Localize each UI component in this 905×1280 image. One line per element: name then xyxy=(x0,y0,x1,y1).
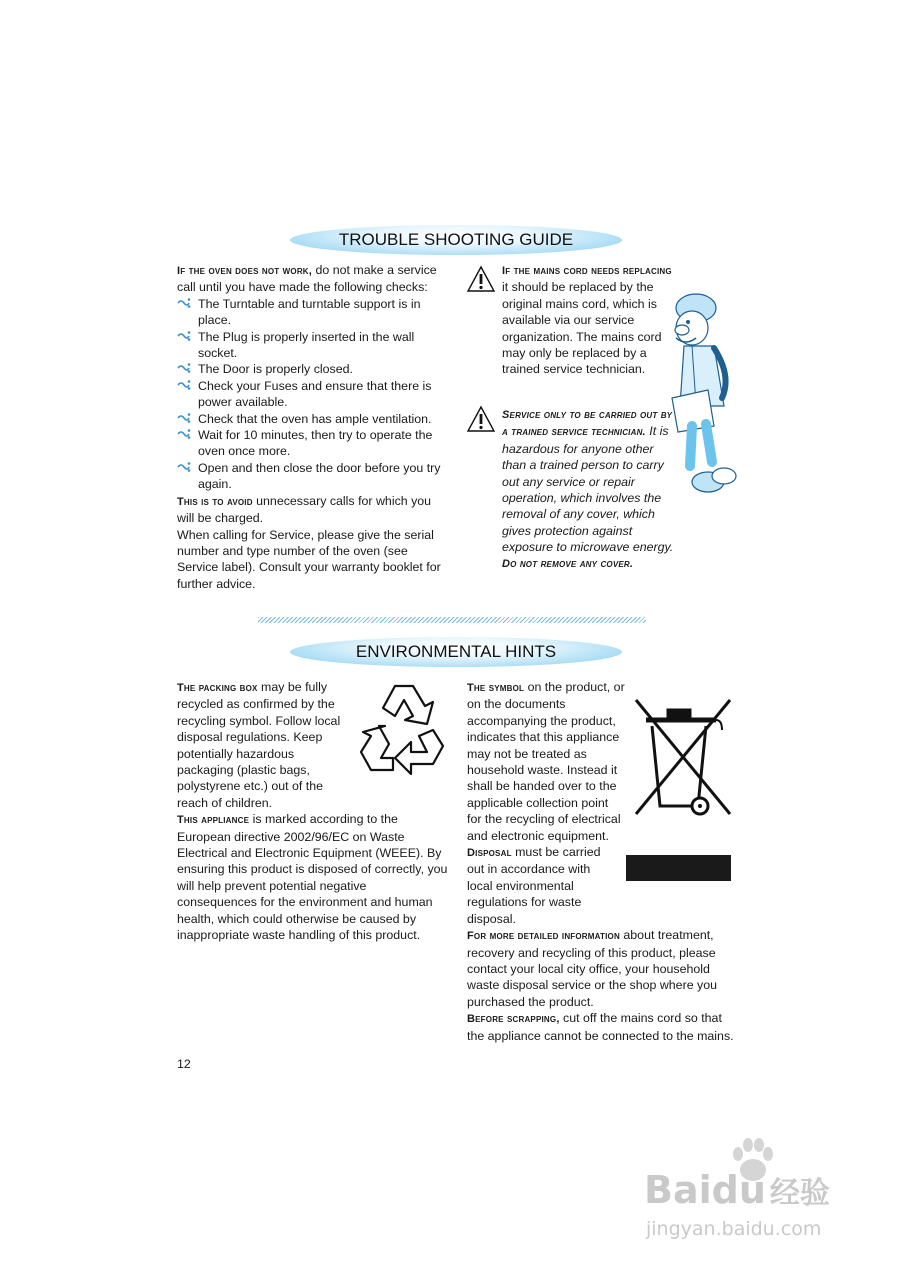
check-bullet-icon xyxy=(177,297,191,309)
environmental-hints-title-text: ENVIRONMENTAL HINTS xyxy=(355,642,557,661)
check-bullet-icon xyxy=(177,461,191,473)
env-left-column xyxy=(177,679,449,944)
checks-list xyxy=(177,296,449,493)
warning-triangle-icon xyxy=(466,265,496,293)
mains-cord-rest: it should be replaced by the original mains cord, which is available via our service organization. The mains cord may only be replaced by a trained service technician. xyxy=(502,280,662,377)
check-item-text: The Door is properly closed. xyxy=(198,362,353,377)
watermark-url: jingyan.baidu.com xyxy=(646,1218,822,1240)
trouble-shooting-title xyxy=(290,225,622,255)
appliance-paragraph xyxy=(177,811,449,943)
scrapping-rest: cut off the mains cord so that the appliance cannot be connected to the mains. xyxy=(467,1011,734,1043)
warning-triangle-icon xyxy=(466,405,496,433)
section-divider xyxy=(258,617,646,623)
check-item xyxy=(177,378,449,411)
scrapping-lead: Before scrapping, xyxy=(467,1013,560,1026)
scrapping-paragraph xyxy=(467,1010,735,1044)
disposal-rest: must be carried out in accordance with local environmental regulations for waste disposal. xyxy=(467,845,601,926)
check-bullet-icon xyxy=(177,362,191,374)
trouble-intro-lead: If the oven does not work, xyxy=(177,265,313,277)
check-item-text: The Turntable and turntable support is in place. xyxy=(198,296,421,328)
service-rest: It is hazardous for anyone other than a trained person to carry out any service or repair operation, which involves the removal of any cover, which gives protection against exposure to microwave energy. xyxy=(502,424,674,555)
page-number: 12 xyxy=(177,1057,191,1071)
check-item xyxy=(177,460,449,493)
packing-lead: The packing box xyxy=(177,682,258,694)
service-lead: Service only to be carried out by a trained service technician. xyxy=(502,409,673,439)
packing-paragraph xyxy=(177,679,352,811)
avoid-paragraph xyxy=(177,493,449,527)
mains-cord-note xyxy=(502,262,672,378)
check-bullet-icon xyxy=(177,379,191,391)
appliance-lead: This appliance xyxy=(177,814,250,827)
mains-cord-lead: If the mains cord needs replacing xyxy=(502,265,672,277)
check-item xyxy=(177,427,449,460)
more-info-paragraph xyxy=(467,927,735,1010)
symbol-lead: The symbol xyxy=(467,682,525,694)
check-item-text: Open and then close the door before you try again. xyxy=(198,460,441,492)
symbol-rest: on the product, or on the documents accompanying the product, indicates that this appliance may not be treated as household waste. Instead it shall be handed over to the applicable collection point for the recycling of electrical and electronic equipment. xyxy=(467,680,625,843)
calling-paragraph: When calling for Service, please give the serial number and type number of the oven (see Service label). Consult your warranty booklet for further advice. xyxy=(177,527,441,591)
check-item xyxy=(177,329,449,362)
watermark xyxy=(640,1138,860,1248)
check-bullet-icon xyxy=(177,428,191,440)
check-item-text: Check your Fuses and ensure that there is power available. xyxy=(198,378,432,410)
more-info-lead: For more detailed information xyxy=(467,930,620,943)
avoid-lead: This is to avoid xyxy=(177,495,253,508)
disposal-lead: Disposal xyxy=(467,847,512,860)
check-item-text: Check that the oven has ample ventilation. xyxy=(198,411,432,426)
mains-cord-paragraph xyxy=(502,262,672,378)
watermark-cn: 经验 xyxy=(769,1176,830,1211)
trouble-intro xyxy=(177,262,449,296)
check-item xyxy=(177,411,449,427)
trouble-shooting-title-text: TROUBLE SHOOTING GUIDE xyxy=(338,230,574,249)
packing-rest: may be fully recycled as confirmed by the recycling symbol. Follow local disposal regulations. Keep potentially hazardous packaging (plastic bags, polystyrene etc.) out of the reach of children. xyxy=(177,680,341,810)
appliance-rest: is marked according to the European directive 2002/96/EC on Waste Electrical and Electronic Equipment (WEEE). By ensuring this product is disposed of correctly, you will help prevent potential negative consequences for the environment and human health, which could otherwise be caused by inappropriate waste handling of this product. xyxy=(177,812,448,943)
service-paragraph xyxy=(502,406,680,556)
check-bullet-icon xyxy=(177,330,191,342)
check-item xyxy=(177,296,449,329)
avoid-rest: unnecessary calls for which you will be charged. xyxy=(177,493,432,526)
more-info-rest: about treatment, recovery and recycling of this product, please contact your local city office, your household waste disposal service or the shop where you purchased the product. xyxy=(467,928,718,1009)
trouble-left-column xyxy=(177,262,449,592)
env-right-column xyxy=(467,679,735,1044)
watermark-brand xyxy=(644,1168,830,1216)
check-bullet-icon xyxy=(177,412,191,424)
service-final: Do not remove any cover. xyxy=(502,557,634,570)
check-item-text: Wait for 10 minutes, then try to operate the oven once more. xyxy=(198,428,433,459)
watermark-brand-text: Baidu xyxy=(644,1168,766,1212)
disposal-paragraph xyxy=(467,844,619,927)
environmental-hints-title xyxy=(290,637,622,667)
service-note xyxy=(502,406,680,572)
check-item-text: The Plug is properly inserted in the wall socket. xyxy=(198,329,415,361)
check-item xyxy=(177,361,449,377)
symbol-paragraph xyxy=(467,679,625,844)
trouble-intro-rest: do not make a service call until you have made the following checks: xyxy=(177,263,437,295)
